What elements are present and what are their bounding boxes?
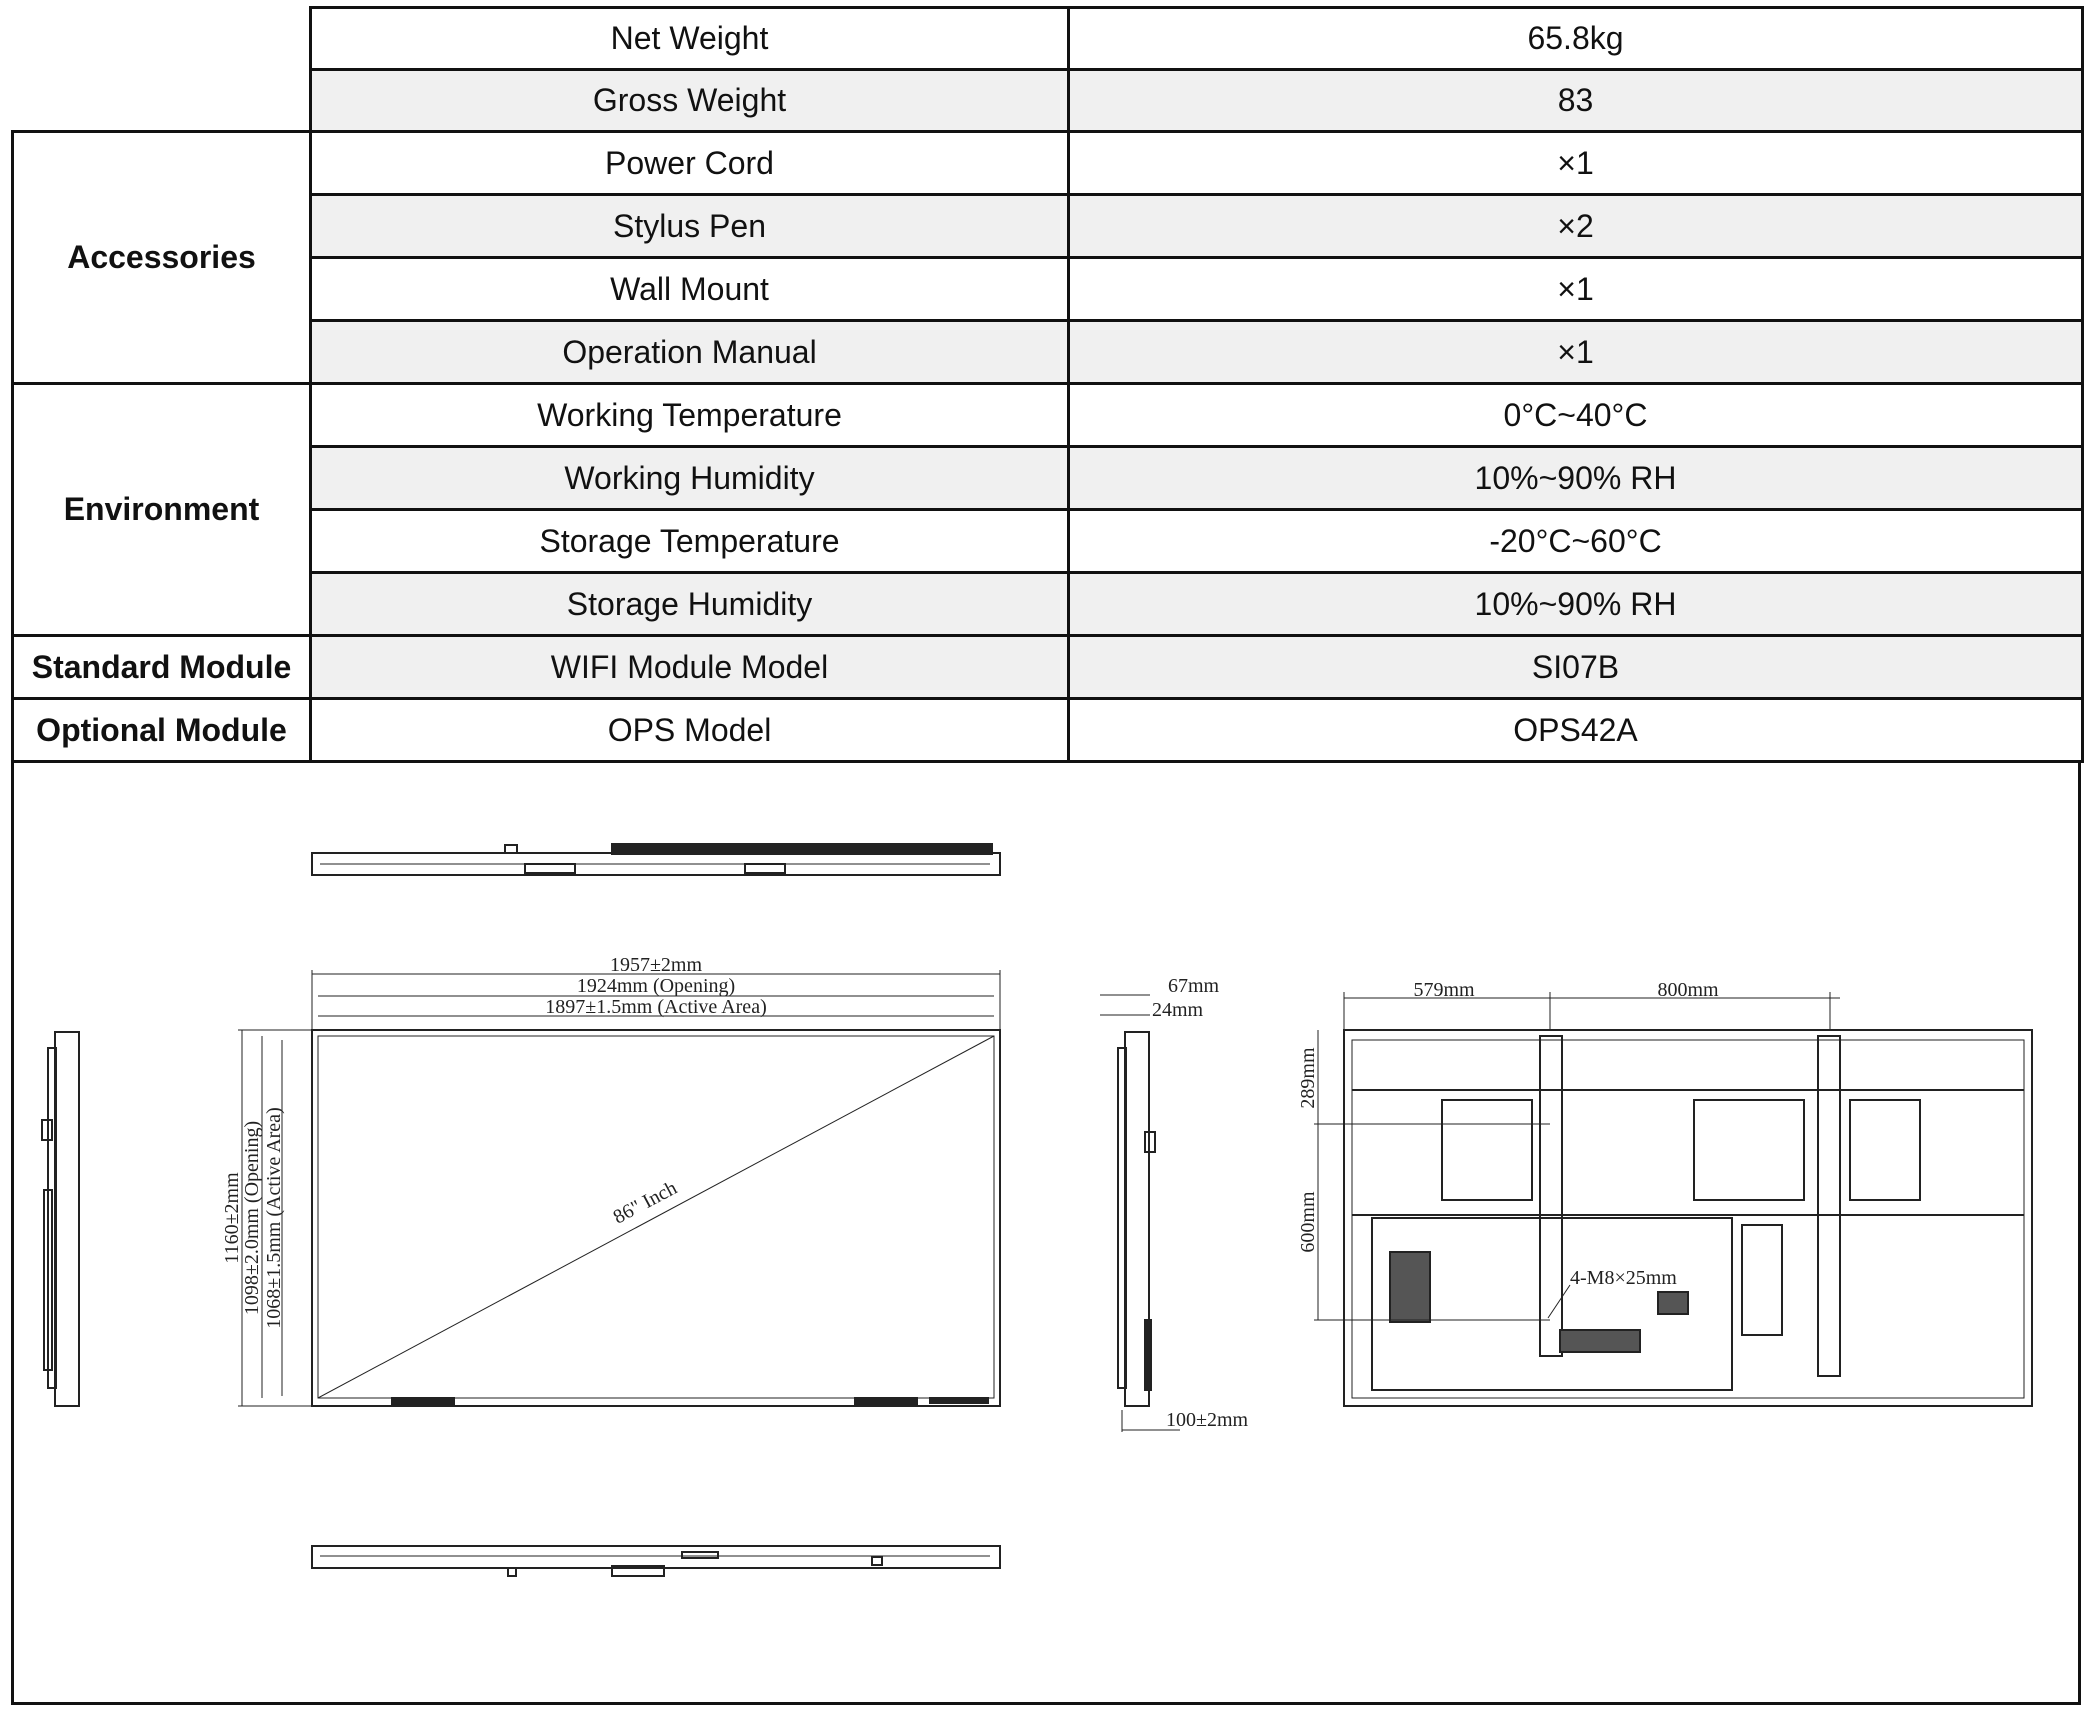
dim-screw: 4-M8×25mm [1570, 1267, 1677, 1289]
value-net-weight: 65.8kg [1069, 8, 2083, 70]
item-power-cord: Power Cord [311, 132, 1069, 195]
item-wifi-module: WIFI Module Model [311, 636, 1069, 699]
dim-side-bottom: 100±2mm [1166, 1409, 1249, 1431]
dim-height-active: 1068±1.5mm (Active Area) [263, 1107, 285, 1329]
value-storage-temperature: -20°C~60°C [1069, 510, 2083, 573]
item-gross-weight: Gross Weight [311, 70, 1069, 132]
dim-height-opening: 1098±2.0mm (Opening) [241, 1120, 263, 1316]
value-wall-mount: ×1 [1069, 258, 2083, 321]
item-working-humidity: Working Humidity [311, 447, 1069, 510]
dim-rear-top: 289mm [1297, 1047, 1319, 1109]
dim-depth-total: 67mm [1168, 975, 1220, 997]
dim-rear-mid: 600mm [1297, 1191, 1319, 1253]
item-storage-humidity: Storage Humidity [311, 573, 1069, 636]
item-storage-temperature: Storage Temperature [311, 510, 1069, 573]
dim-width-opening: 1924mm (Opening) [576, 975, 736, 997]
item-ops-model: OPS Model [311, 699, 1069, 762]
value-storage-humidity: 10%~90% RH [1069, 573, 2083, 636]
category-environment: Environment [13, 384, 311, 636]
dim-width-active: 1897±1.5mm (Active Area) [545, 996, 767, 1018]
category-accessories: Accessories [13, 132, 311, 384]
value-ops-model: OPS42A [1069, 699, 2083, 762]
dim-diagonal: 86" Inch [609, 1176, 681, 1229]
value-working-temperature: 0°C~40°C [1069, 384, 2083, 447]
value-operation-manual: ×1 [1069, 321, 2083, 384]
category-optional-module: Optional Module [13, 699, 311, 762]
item-working-temperature: Working Temperature [311, 384, 1069, 447]
value-power-cord: ×1 [1069, 132, 2083, 195]
value-wifi-module: SI07B [1069, 636, 2083, 699]
bottom-view-drawing [312, 1546, 1000, 1576]
item-operation-manual: Operation Manual [311, 321, 1069, 384]
item-wall-mount: Wall Mount [311, 258, 1069, 321]
dim-rear-left: 579mm [1413, 979, 1475, 1001]
rear-view-drawing [1314, 992, 2032, 1406]
item-net-weight: Net Weight [311, 8, 1069, 70]
front-view-drawing [238, 970, 1000, 1406]
dim-width-total: 1957±2mm [609, 954, 703, 976]
value-stylus-pen: ×2 [1069, 195, 2083, 258]
category-standard-module: Standard Module [13, 636, 311, 699]
item-stylus-pen: Stylus Pen [311, 195, 1069, 258]
top-view-drawing [312, 844, 1000, 875]
right-side-view-drawing [1100, 995, 1180, 1432]
left-side-view-drawing [42, 1032, 79, 1406]
dim-depth-thin: 24mm [1152, 999, 1204, 1021]
value-gross-weight: 83 [1069, 70, 2083, 132]
dim-rear-right: 800mm [1657, 979, 1719, 1001]
value-working-humidity: 10%~90% RH [1069, 447, 2083, 510]
dim-height-total: 1160±2mm [221, 1172, 243, 1264]
